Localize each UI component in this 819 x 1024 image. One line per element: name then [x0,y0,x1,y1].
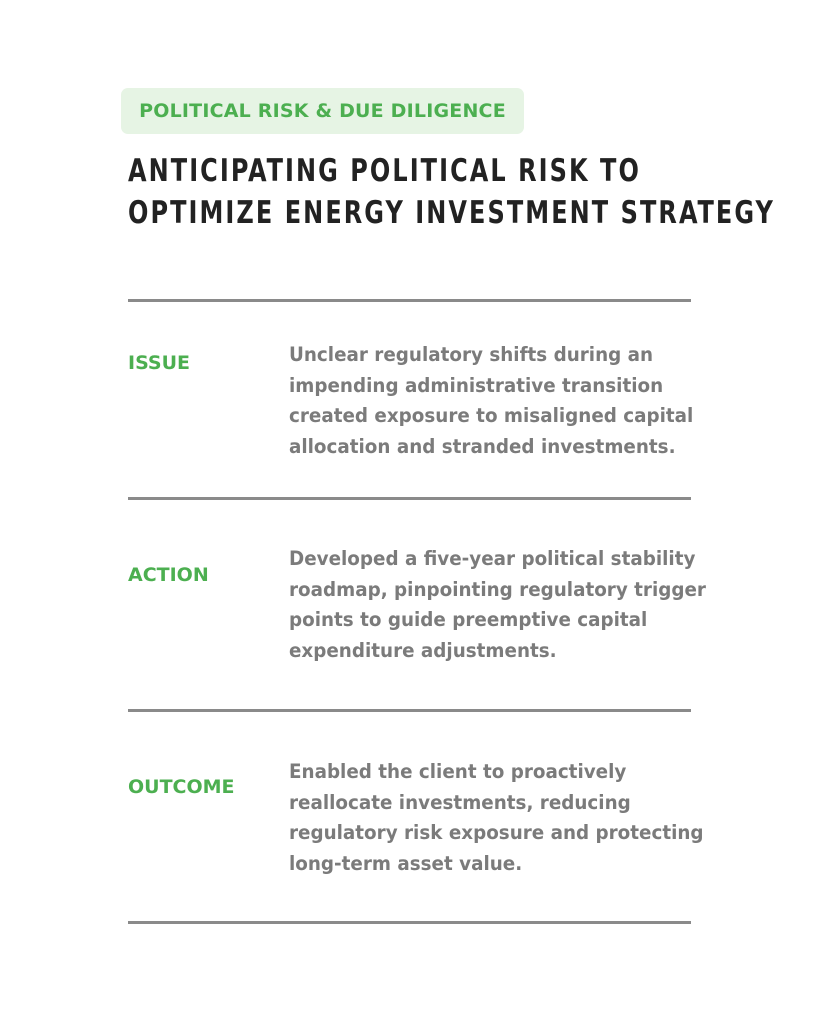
issue-label: ISSUE [128,352,190,374]
page-title-line: OPTIMIZE ENERGY INVESTMENT STRATEGY [128,195,775,231]
outcome-description-line: long-term asset value. [289,851,523,875]
page-title-line: ANTICIPATING POLITICAL RISK TO [128,153,641,189]
action-description-line: roadmap, pinpointing regulatory trigger [289,577,706,601]
outcome-label: OUTCOME [128,776,235,798]
divider-action-outcome [128,709,691,712]
issue-description [289,340,729,462]
divider-bottom [128,921,691,924]
action-description-line: Developed a five-year political stability [289,547,696,570]
page-title [128,150,775,234]
issue-description-line: allocation and stranded investments. [289,434,676,458]
divider-top [128,299,691,302]
action-label: ACTION [128,564,209,586]
action-description [289,544,729,666]
outcome-description-line: Enabled the client to proactively [289,760,627,783]
outcome-description [289,757,729,879]
category-tag [121,88,524,134]
outcome-description-line: regulatory risk exposure and protecting [289,821,704,844]
category-tag-label: POLITICAL RISK & DUE DILIGENCE [139,100,506,122]
issue-description-line: impending administrative transition [289,373,664,397]
issue-description-line: created exposure to misaligned capital [289,404,694,427]
action-description-line: expenditure adjustments. [289,638,557,662]
issue-description-line: Unclear regulatory shifts during an [289,343,654,366]
outcome-description-line: reallocate investments, reducing [289,790,631,814]
divider-issue-action [128,497,691,500]
action-description-line: points to guide preemptive capital [289,608,648,631]
